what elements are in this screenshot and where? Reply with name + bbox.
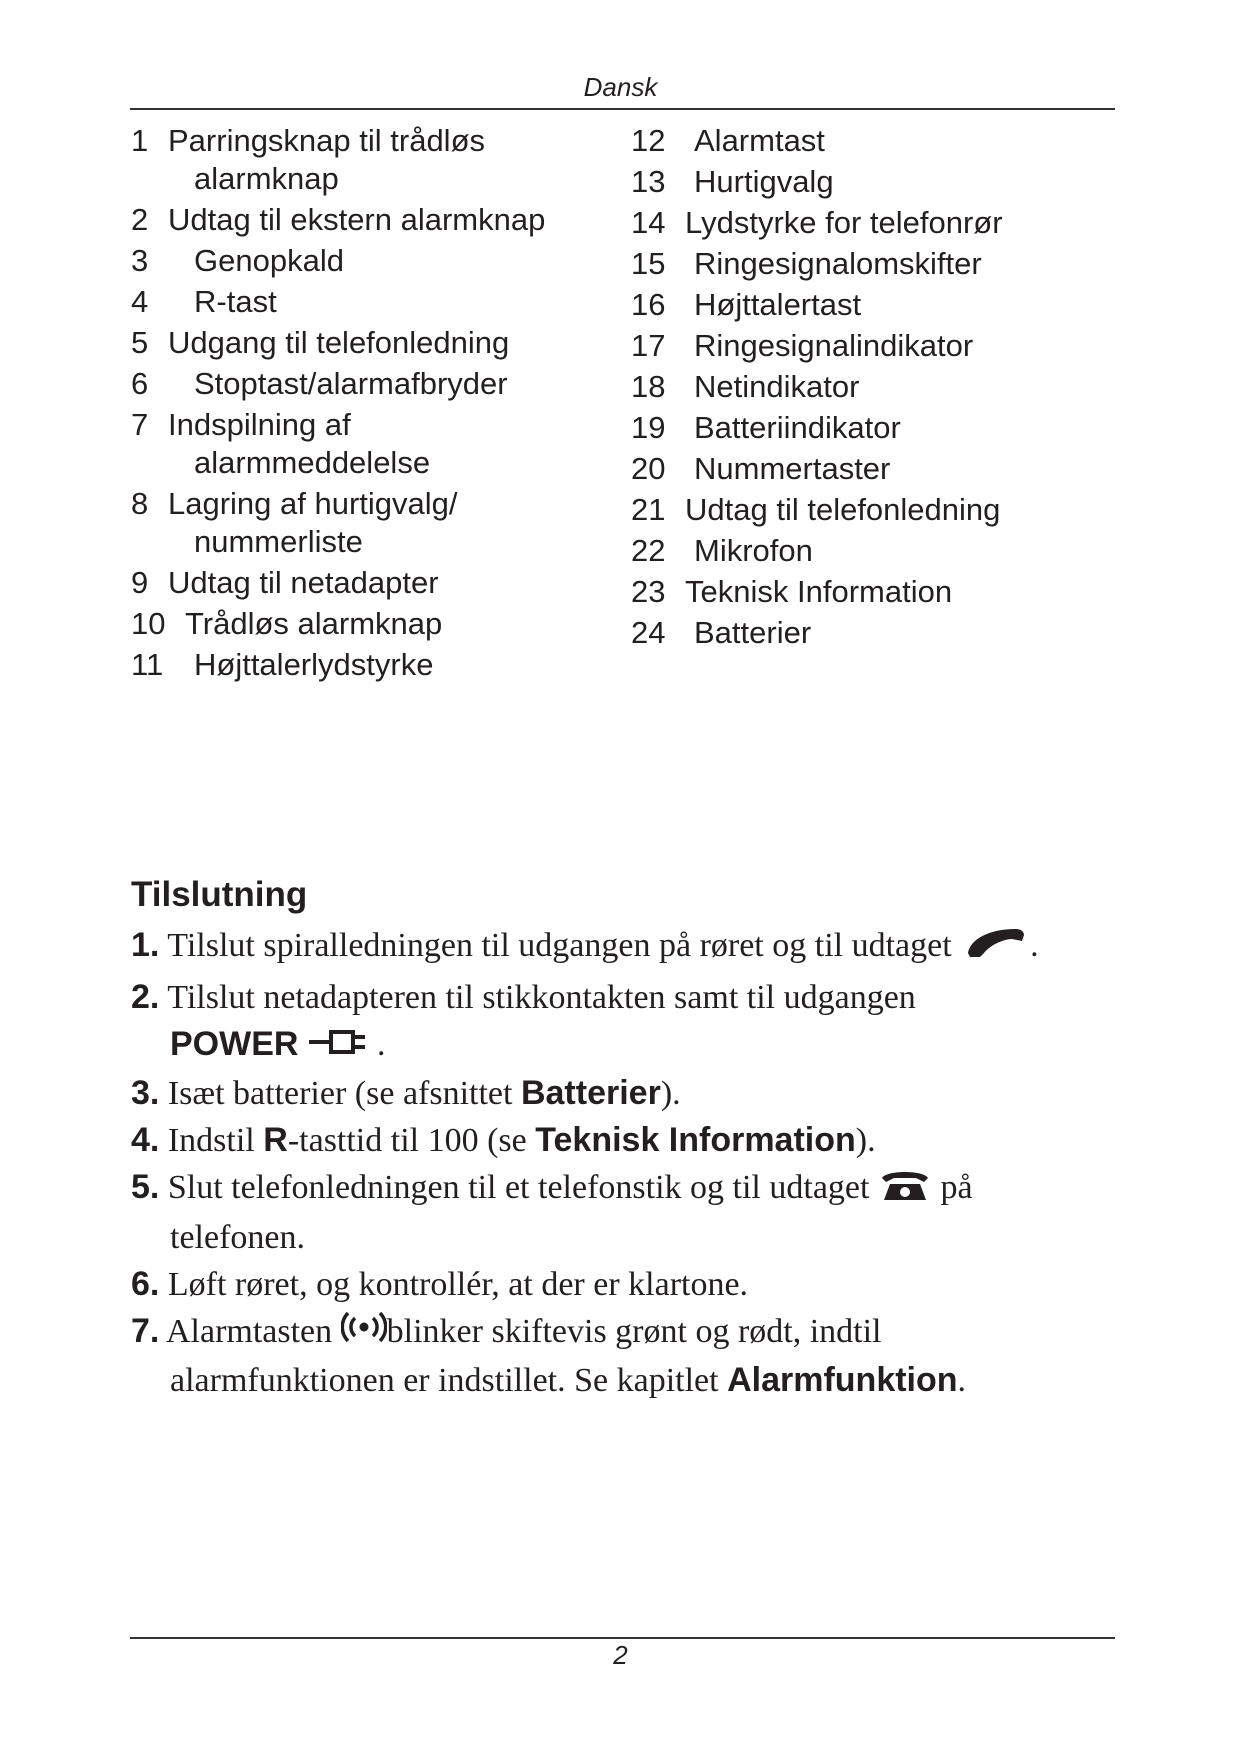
legend-number: 18	[631, 369, 666, 404]
legend-number: 7	[131, 407, 149, 442]
legend-number: 23	[631, 574, 666, 609]
step-text-continuation: telefonen.	[170, 1218, 305, 1256]
legend-item	[131, 605, 621, 643]
legend-number: 24	[631, 615, 666, 650]
legend-item	[131, 201, 621, 239]
legend-item	[631, 327, 1111, 365]
alarm-wave-icon	[341, 1310, 387, 1357]
step-item	[131, 1070, 1121, 1117]
step-text-end: .	[957, 1362, 967, 1400]
legend-number: 10	[131, 606, 166, 641]
legend-number: 5	[131, 325, 149, 360]
legend-number: 17	[631, 328, 666, 363]
step-text-end: ).	[855, 1121, 876, 1159]
legend-item	[131, 242, 621, 280]
legend-number: 12	[631, 123, 666, 158]
step-number: 1.	[131, 926, 160, 964]
step-text: Slut telefonledningen til et telefonstik og til udtaget	[167, 1168, 870, 1206]
parts-legend-left	[131, 122, 621, 687]
legend-item	[131, 564, 621, 602]
power-label: POWER	[170, 1024, 299, 1063]
step-text-end: .	[1030, 927, 1039, 964]
step-text: Alarmtasten	[165, 1312, 333, 1350]
legend-item	[131, 283, 621, 321]
legend-label: Netindikator	[694, 369, 860, 404]
legend-item	[631, 450, 1111, 488]
legend-number: 4	[131, 284, 149, 319]
legend-number: 19	[631, 410, 666, 445]
legend-item	[631, 163, 1111, 201]
footer-divider	[130, 1637, 1115, 1639]
legend-number: 11	[131, 647, 164, 682]
legend-item	[631, 409, 1111, 447]
legend-item	[631, 122, 1111, 160]
legend-label: Indspilning af	[168, 407, 351, 442]
legend-label: Udgang til telefonledning	[168, 325, 510, 360]
legend-label: Parringsknap til trådløs	[168, 123, 486, 158]
legend-label: Ringesignalindikator	[694, 328, 974, 363]
legend-item	[131, 122, 621, 198]
step-text-after: på	[940, 1168, 973, 1206]
legend-label: Lydstyrke for telefonrør	[685, 205, 1003, 240]
handset-icon	[960, 923, 1030, 974]
step-item	[131, 974, 1121, 1070]
r-key-label: R	[263, 1120, 288, 1159]
legend-label: Batteriindikator	[694, 410, 901, 445]
legend-number: 2	[131, 202, 149, 237]
step-text: Isæt batterier (se afsnittet	[167, 1074, 513, 1112]
legend-item	[631, 245, 1111, 283]
page-number: 2	[613, 1640, 628, 1670]
legend-label-continuation: alarmmeddelelse	[194, 445, 431, 480]
legend-number: 6	[131, 366, 149, 401]
legend-label: Teknisk Information	[685, 574, 953, 609]
legend-item	[131, 365, 621, 403]
legend-item	[631, 491, 1111, 529]
step-number: 5.	[131, 1167, 160, 1206]
section-title: Tilslutning	[131, 875, 308, 914]
legend-item	[631, 368, 1111, 406]
step-text-continuation: alarmfunktionen er indstillet. Se kapitlet	[170, 1362, 719, 1400]
legend-number: 21	[631, 492, 666, 527]
step-number: 7.	[131, 1311, 160, 1350]
legend-number: 14	[631, 205, 666, 240]
legend-number: 1	[131, 123, 149, 158]
legend-item	[131, 406, 621, 482]
legend-label: Højttalerlydstyrke	[194, 647, 434, 682]
step-text-end: ).	[660, 1074, 681, 1112]
step-item	[131, 1117, 1121, 1164]
legend-label: Lagring af hurtigvalg/	[168, 486, 458, 521]
legend-label: Udtag til netadapter	[168, 565, 439, 600]
legend-label: Udtag til ekstern alarmknap	[168, 202, 546, 237]
step-text-end: .	[376, 1025, 386, 1063]
legend-number: 3	[131, 243, 149, 278]
technical-info-reference: Teknisk Information	[535, 1120, 856, 1159]
step-text: Tilslut netadapteren til stikkontakten samt til udgangen	[167, 978, 916, 1016]
page-header-language: Dansk	[583, 72, 658, 102]
legend-number: 20	[631, 451, 666, 486]
legend-label: Udtag til telefonledning	[685, 492, 1001, 527]
legend-item	[131, 646, 621, 684]
legend-label: Højttalertast	[694, 287, 862, 322]
power-plug-icon	[307, 1024, 377, 1070]
step-item	[131, 1308, 1121, 1405]
alarm-function-reference: Alarmfunktion	[727, 1361, 958, 1400]
step-text: Løft røret, og kontrollér, at der er klartone.	[167, 1265, 749, 1303]
step-text-main: blinker skiftevis grønt og rødt, indtil	[386, 1312, 882, 1350]
header-divider	[130, 108, 1115, 110]
legend-number: 8	[131, 486, 149, 521]
parts-legend-right	[631, 122, 1111, 655]
legend-label-continuation: nummerliste	[194, 524, 363, 559]
step-number: 4.	[131, 1120, 160, 1159]
legend-number: 22	[631, 533, 666, 568]
step-text-mid: -tasttid til 100 (se	[287, 1121, 527, 1159]
step-item	[131, 1261, 1121, 1308]
legend-label: Ringesignalomskifter	[694, 246, 982, 281]
legend-label: Alarmtast	[694, 123, 825, 158]
telephone-icon	[878, 1166, 932, 1215]
legend-label: R-tast	[194, 284, 277, 319]
step-number: 6.	[131, 1264, 160, 1303]
legend-item	[131, 324, 621, 362]
step-text: Tilslut spiralledningen til udgangen på røret og til udtaget	[167, 927, 952, 964]
legend-number: 16	[631, 287, 666, 322]
step-item	[131, 922, 1121, 974]
legend-label: Stoptast/alarmafbryder	[194, 366, 508, 401]
legend-item	[631, 573, 1111, 611]
legend-number: 9	[131, 565, 149, 600]
legend-item	[131, 485, 621, 561]
legend-label: Hurtigvalg	[694, 164, 834, 199]
step-number: 3.	[131, 1073, 160, 1112]
legend-label-continuation: alarmknap	[194, 161, 339, 196]
legend-label: Batterier	[694, 615, 812, 650]
legend-label: Genopkald	[194, 243, 344, 278]
legend-label: Trådløs alarmknap	[185, 606, 443, 641]
step-text: Indstil	[167, 1121, 255, 1159]
step-item	[131, 1164, 1121, 1261]
legend-number: 15	[631, 246, 666, 281]
legend-number: 13	[631, 164, 666, 199]
legend-item	[631, 286, 1111, 324]
step-number: 2.	[131, 977, 160, 1016]
batteries-reference: Batterier	[520, 1073, 661, 1112]
legend-item	[631, 614, 1111, 652]
legend-label: Nummertaster	[694, 451, 891, 486]
connection-steps	[131, 922, 1121, 1404]
legend-item	[631, 532, 1111, 570]
legend-label: Mikrofon	[694, 533, 813, 568]
legend-item	[631, 204, 1111, 242]
